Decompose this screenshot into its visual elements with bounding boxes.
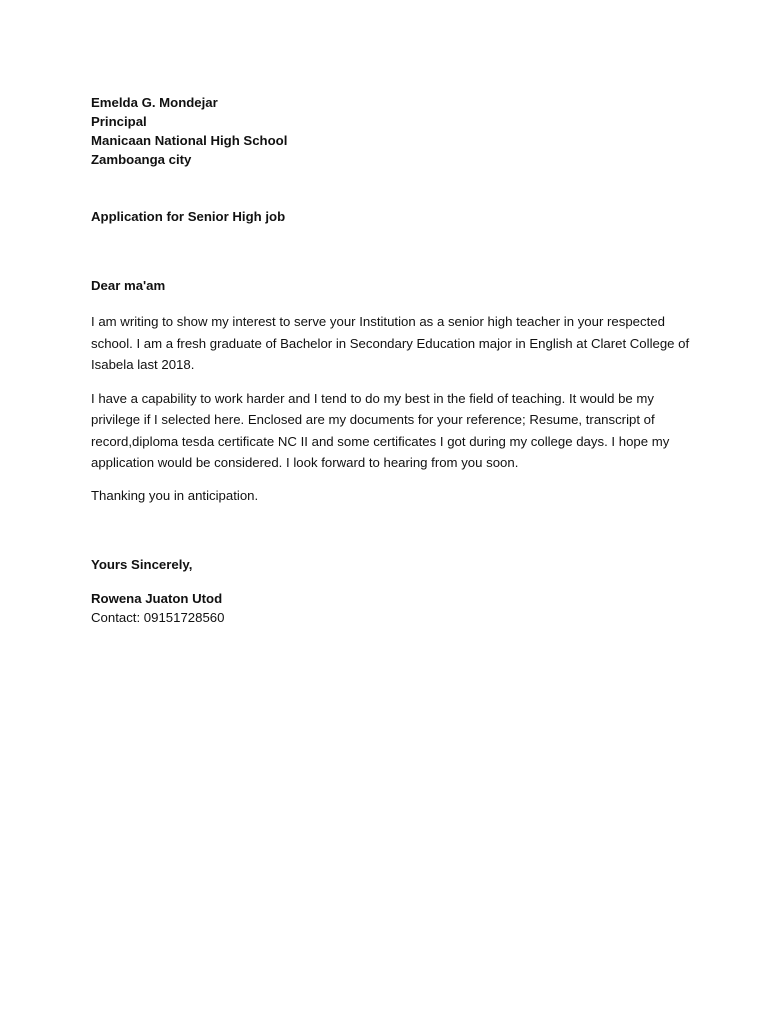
recipient-name: Emelda G. Mondejar — [91, 95, 218, 110]
signer-contact: Contact: 09151728560 — [91, 609, 225, 625]
signer-name: Rowena Juaton Utod — [91, 590, 223, 606]
recipient-block — [91, 93, 691, 169]
letter-body — [91, 93, 691, 627]
body-paragraph-2: I have a capability to work harder and I tend to do my best in the field of teaching. It would be my privilege if I selected here. Enclosed are my documents for your reference; Resume, transcript of record,diploma tesda certificate NC II and some certificates I got during my college days. I hope my application would be considered. I look forward to hearing from you soon. — [91, 390, 670, 470]
recipient-city: Zamboanga city — [91, 152, 192, 167]
body-paragraph-3: Thanking you in anticipation. — [91, 487, 259, 503]
recipient-title: Principal — [91, 114, 147, 129]
closing: Yours Sincerely, — [91, 556, 193, 572]
body-paragraph-1: I am writing to show my interest to serve your Institution as a senior high teacher in your respected school. I am a fresh graduate of Bachelor in Secondary Education major in English at Claret College of Isabela last 2018. — [91, 314, 690, 372]
letter-subject: Application for Senior High job — [91, 209, 286, 224]
salutation: Dear ma'am — [91, 278, 166, 293]
recipient-school: Manicaan National High School — [91, 133, 288, 148]
